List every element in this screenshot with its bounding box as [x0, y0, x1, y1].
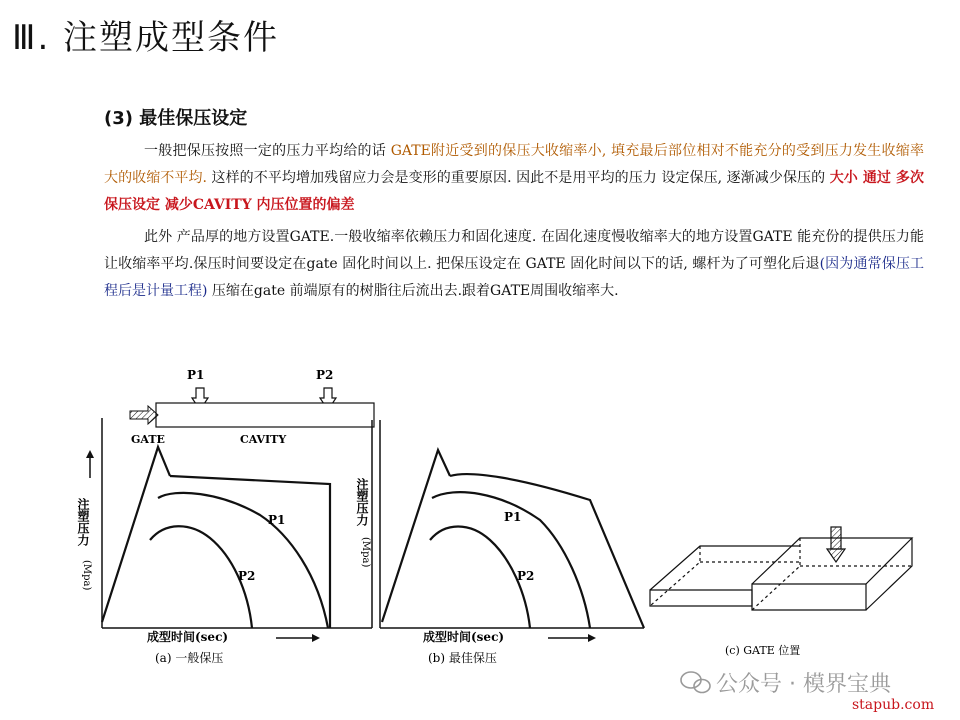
- paragraph-1-text-a: 一般把保压按照一定的压力平均给的话: [144, 143, 391, 159]
- figure-b: [355, 420, 644, 665]
- curve-p1: [158, 493, 328, 628]
- thick-part-front: [752, 584, 866, 610]
- cavity-label: CAVITY: [240, 433, 287, 446]
- injection-spike: [102, 447, 170, 622]
- curve-p1-label: P1: [268, 513, 286, 527]
- figure-a: [76, 368, 374, 665]
- cavity-bar: [156, 403, 374, 427]
- watermark-url: stapub.com: [852, 697, 935, 713]
- curve-p1-label: P1: [504, 510, 522, 524]
- gate-arrow-icon: [827, 527, 845, 562]
- curve-p2: [150, 526, 252, 628]
- figure-c: [650, 527, 912, 610]
- watermark-text: 公众号 · 模界宝典: [716, 672, 891, 697]
- paragraph-2-highlight-note: (因为通常保压工程后是计量工程): [104, 256, 924, 299]
- paragraph-1-highlight-method: 大小 通过 多次保压设定 减少CAVITY 内压位置的偏差: [104, 170, 924, 213]
- injection-spike: [382, 450, 450, 622]
- curve-p2-label: P2: [517, 569, 535, 583]
- curve-p2-label: P2: [238, 569, 256, 583]
- y-axis-unit: (Mpa): [81, 560, 92, 591]
- p2-top-label: P2: [316, 368, 334, 382]
- x-axis-label: 成型时间(sec): [423, 630, 505, 644]
- y-axis-arrow-icon: [86, 450, 94, 458]
- wechat-icon: [681, 672, 710, 693]
- gate-flow-arrow-icon: [130, 406, 158, 424]
- paragraph-2-text-a: 此外 产品厚的地方设置GATE.一般收缩率依赖压力和固化速度. 在固化速度慢收缩率大的地方设置GATE 能充份的提供压力能让收缩率平均.保压时间要设定在gate 固化时间以上. 把保压设定在 GATE 固化时间以下的话, 螺杆为了可塑化后退: [104, 229, 924, 272]
- pressure-profile-line: [450, 474, 644, 628]
- paragraph-2-text-b: 压缩在gate 前端原有的树脂往后流出去.跟着GATE周围收缩率大.: [207, 283, 619, 299]
- x-axis-label: 成型时间(sec): [147, 630, 229, 644]
- p1-top-label: P1: [187, 368, 205, 382]
- page-title: Ⅲ. 注塑成型条件: [12, 18, 280, 58]
- pressure-profile-line: [170, 476, 330, 628]
- paragraph-1-highlight-gate: GATE附近受到的保压大收缩率小, 填充最后部位相对不能充分的受到压力发生收缩率大的收缩不平均.: [104, 143, 924, 186]
- y-axis-label: 注塑压力: [76, 498, 90, 546]
- section-subtitle: (3) 最佳保压设定: [104, 108, 248, 129]
- paragraph-1-text-b: 这样的不平均增加残留应力会是变形的重要原因. 因此不是用平均的压力 设定保压, 逐渐减少保压的: [206, 170, 830, 186]
- figure-c-caption: (c) GATE 位置: [725, 644, 801, 657]
- y-axis-unit: (Mpa): [360, 537, 371, 568]
- y-axis-label: 注塑压力: [355, 478, 369, 526]
- figure-a-caption: (a) 一般保压: [155, 651, 224, 665]
- curve-p2: [430, 527, 530, 629]
- x-axis-arrow-icon: [588, 634, 596, 642]
- figure-b-caption: (b) 最佳保压: [428, 651, 497, 665]
- x-axis-arrow-icon: [312, 634, 320, 642]
- gate-label: GATE: [131, 433, 165, 446]
